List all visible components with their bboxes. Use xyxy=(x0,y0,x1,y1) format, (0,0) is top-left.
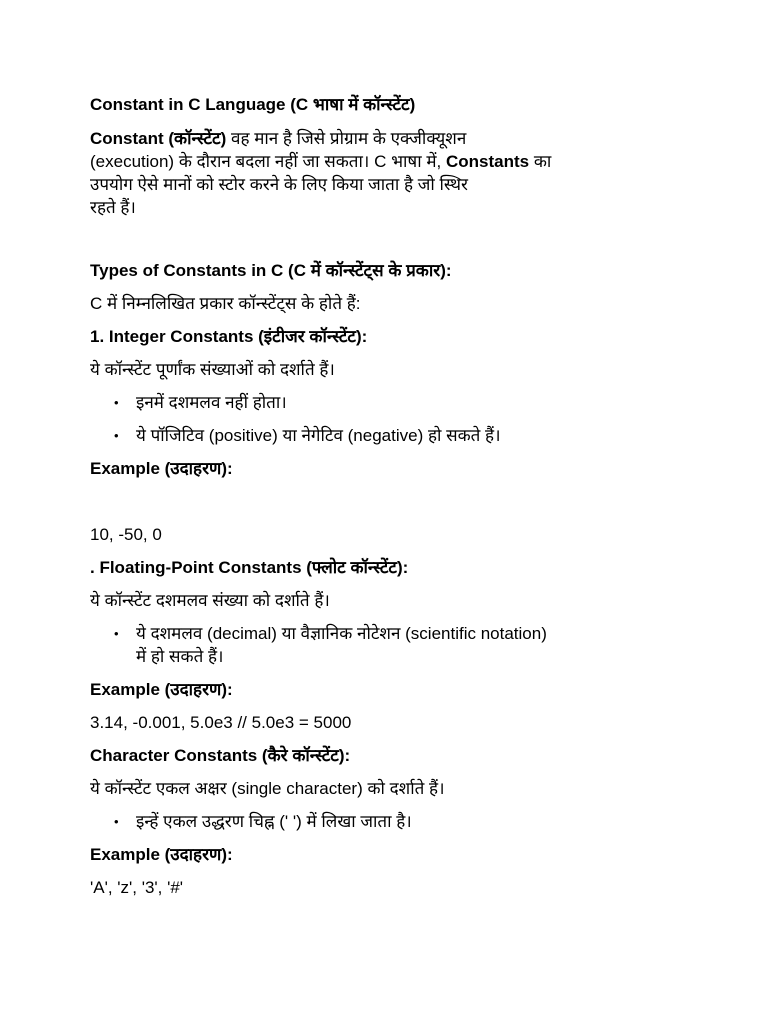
integer-bullet-1: • इनमें दशमलव नहीं होता। xyxy=(90,391,670,414)
floating-heading: . Floating-Point Constants (फ्लोट कॉन्स्टेंट): xyxy=(90,558,409,577)
floating-example: 3.14, -0.001, 5.0e3 // 5.0e3 = 5000 xyxy=(90,713,352,732)
intro-text-1: वह मान है जिसे प्रोग्राम के एक्जीक्यूशन xyxy=(226,129,467,148)
intro-bold-constants: Constants xyxy=(445,152,530,171)
intro-text-3: का xyxy=(529,152,552,171)
intro-line-1 xyxy=(90,127,670,150)
floating-bullet-line-1: • ये दशमलव (decimal) या वैज्ञानिक नोटेशन (scientific notation) xyxy=(136,624,547,643)
floating-example-label: Example (उदाहरण): xyxy=(90,680,233,699)
types-heading: Types of Constants in C (C में कॉन्स्टेंट्स के प्रकार): xyxy=(90,261,452,280)
intro-line-3: उपयोग ऐसे मानों को स्टोर करने के लिए किया जाता है जो स्थिर xyxy=(90,175,468,194)
integer-desc: ये कॉन्स्टेंट पूर्णांक संख्याओं को दर्शाते हैं। xyxy=(90,360,335,379)
character-example-label: Example (उदाहरण): xyxy=(90,845,233,864)
character-example: 'A', 'z', '3', '#' xyxy=(90,878,184,897)
types-intro: C में निम्नलिखित प्रकार कॉन्स्टेंट्स के होते हैं: xyxy=(90,294,361,313)
page-title: Constant in C Language (C भाषा में कॉन्स्टेंट) xyxy=(90,95,416,114)
character-bullet: • इन्हें एकल उद्धरण चिह्न (' ') में लिखा जाता है। xyxy=(90,810,670,833)
character-heading: Character Constants (कैरे कॉन्स्टेंट): xyxy=(90,746,351,765)
intro-text-2: (execution) के दौरान बदला नहीं जा सकता। C भाषा में, xyxy=(90,152,446,171)
integer-heading: 1. Integer Constants (इंटीजर कॉन्स्टेंट): xyxy=(90,327,368,346)
intro-paragraph xyxy=(90,127,670,219)
floating-bullet-line-2: में हो सकते हैं। xyxy=(136,647,224,666)
character-desc: ये कॉन्स्टेंट एकल अक्षर (single character) को दर्शाते हैं। xyxy=(90,779,445,798)
floating-desc: ये कॉन्स्टेंट दशमलव संख्या को दर्शाते हैं। xyxy=(90,591,330,610)
intro-line-2 xyxy=(90,150,670,173)
document-page xyxy=(90,93,670,899)
integer-example-label: Example (उदाहरण): xyxy=(90,459,233,478)
integer-bullet-2: • ये पॉजिटिव (positive) या नेगेटिव (negative) हो सकते हैं। xyxy=(90,424,670,447)
intro-line-4: रहते हैं। xyxy=(90,198,136,217)
integer-example: 10, -50, 0 xyxy=(90,525,162,544)
floating-bullet xyxy=(90,622,670,668)
intro-bold-constant: Constant (कॉन्स्टेंट) xyxy=(90,129,227,148)
